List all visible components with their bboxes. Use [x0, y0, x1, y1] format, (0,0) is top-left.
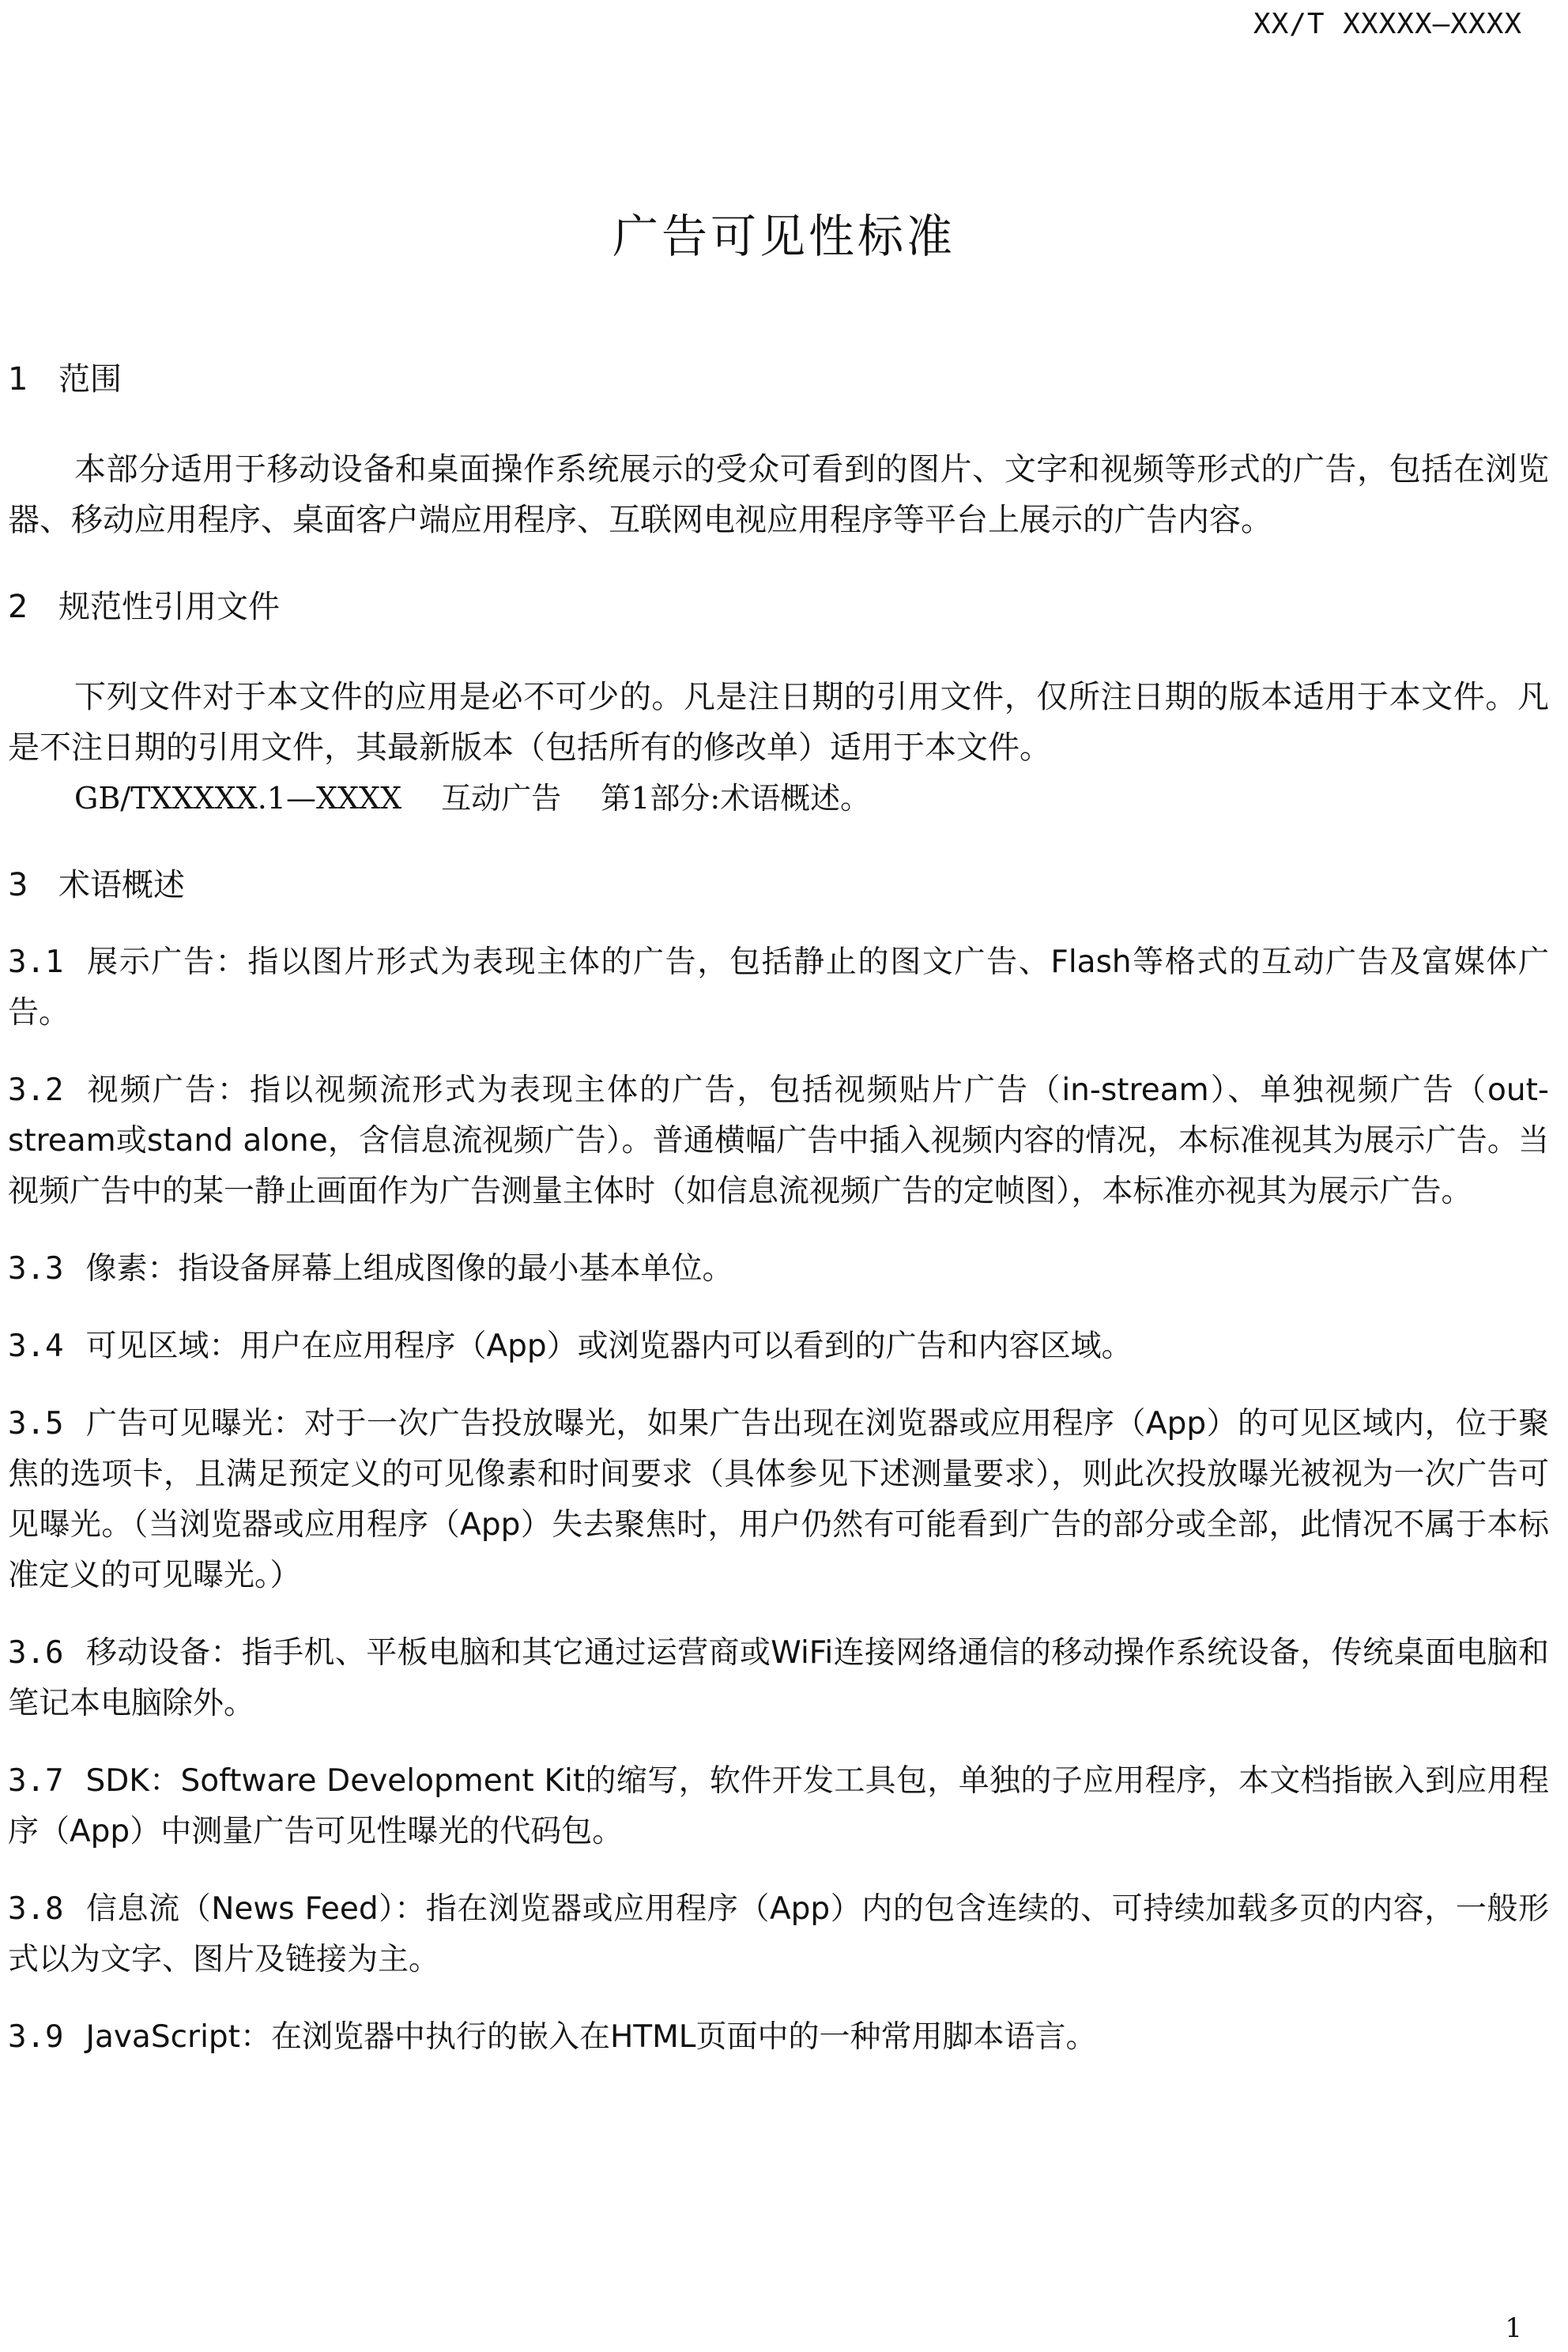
reference-part: 第1部分:术语概述。 — [601, 781, 871, 816]
section-number: 3 — [8, 867, 28, 903]
section-heading-scope — [8, 356, 1549, 403]
document-title: 广告可见性标准 — [612, 209, 956, 263]
standard-code: XX/T XXXXX—XXXX — [1253, 8, 1522, 40]
section-heading-normative-refs — [8, 583, 1549, 631]
term-text: JavaScript：在浏览器中执行的嵌入在HTML页面中的一种常用脚本语言。 — [85, 2019, 1097, 2055]
term-item — [8, 1321, 1549, 1372]
document-body — [8, 356, 1549, 2063]
page-number: 1 — [1505, 2312, 1522, 2344]
normative-refs-paragraph: 下列文件对于本文件的应用是必不可少的。凡是注日期的引用文件，仅所注日期的版本适用于本文件。凡是不注日期的引用文件，其最新版本（包括所有的修改单）适用于本文件。 — [8, 679, 1549, 766]
section-title: 范围 — [58, 361, 122, 398]
terms-list — [8, 937, 1549, 2063]
reference-name: 互动广告 — [441, 781, 562, 816]
term-text: 移动设备：指手机、平板电脑和其它通过运营商或WiFi连接网络通信的移动操作系统设备，传统桌面电脑和笔记本电脑除外。 — [8, 1635, 1549, 1721]
term-item — [8, 1756, 1549, 1857]
term-text: 展示广告：指以图片形式为表现主体的广告，包括静止的图文广告、Flash等格式的互动广告及富媒体广告。 — [8, 944, 1549, 1031]
term-number: 3.7 — [8, 1763, 64, 1799]
section-title: 规范性引用文件 — [58, 589, 280, 625]
reference-code: GB/TXXXXX.1—XXXX — [74, 781, 402, 816]
term-text: 信息流（News Feed）：指在浏览器或应用程序（App）内的包含连续的、可持续加载多页的内容，一般形式以为文字、图片及链接为主。 — [8, 1891, 1549, 1977]
term-text: 广告可见曝光：对于一次广告投放曝光，如果广告出现在浏览器或应用程序（App）的可见区域内，位于聚焦的选项卡，且满足预定义的可见像素和时间要求（具体参见下述测量要求），则此次投放曝光被视为一次广告可见曝光。（当浏览器或应用程序（App）失去聚焦时，用户仍然有可能看到广告的部分或全部，此情况不属于本标准定义的可见曝光。） — [8, 1406, 1549, 1593]
term-item — [8, 1244, 1549, 1295]
term-item — [8, 937, 1549, 1038]
term-number: 3.6 — [8, 1635, 64, 1671]
term-text: 视频广告：指以视频流形式为表现主体的广告，包括视频贴片广告（in-stream）、单独视频广告（out-stream或stand alone，含信息流视频广告）。普通横幅广告中插入视频内容的情况，本标准视其为展示广告。当视频广告中的某一静止画面作为广告测量主体时（如信息流视频广告的定帧图），本标准亦视其为展示广告。 — [8, 1072, 1549, 1209]
reference-document — [8, 773, 1549, 824]
term-item — [8, 1065, 1549, 1217]
section-title: 术语概述 — [58, 867, 185, 903]
term-number: 3.8 — [8, 1891, 64, 1927]
section-number: 2 — [8, 589, 28, 625]
scope-paragraph: 本部分适用于移动设备和桌面操作系统展示的受众可看到的图片、文字和视频等形式的广告，包括在浏览器、移动应用程序、桌面客户端应用程序、互联网电视应用程序等平台上展示的广告内容。 — [8, 451, 1549, 538]
term-item — [8, 2012, 1549, 2063]
term-number: 3.4 — [8, 1329, 64, 1364]
term-text: 可见区域：用户在应用程序（App）或浏览器内可以看到的广告和内容区域。 — [85, 1329, 1133, 1364]
term-text: 像素：指设备屏幕上组成图像的最小基本单位。 — [85, 1251, 733, 1287]
term-item — [8, 1884, 1549, 1985]
term-text: SDK：Software Development Kit的缩写，软件开发工具包，单独的子应用程序，本文档指嵌入到应用程序（App）中测量广告可见性曝光的代码包。 — [8, 1763, 1549, 1849]
term-number: 3.3 — [8, 1251, 64, 1287]
term-number: 3.9 — [8, 2019, 64, 2055]
section-heading-terms — [8, 861, 1549, 909]
term-number: 3.2 — [8, 1072, 64, 1108]
term-number: 3.1 — [8, 944, 64, 980]
term-item — [8, 1399, 1549, 1601]
section-number: 1 — [8, 361, 28, 398]
term-item — [8, 1628, 1549, 1729]
term-number: 3.5 — [8, 1406, 64, 1442]
